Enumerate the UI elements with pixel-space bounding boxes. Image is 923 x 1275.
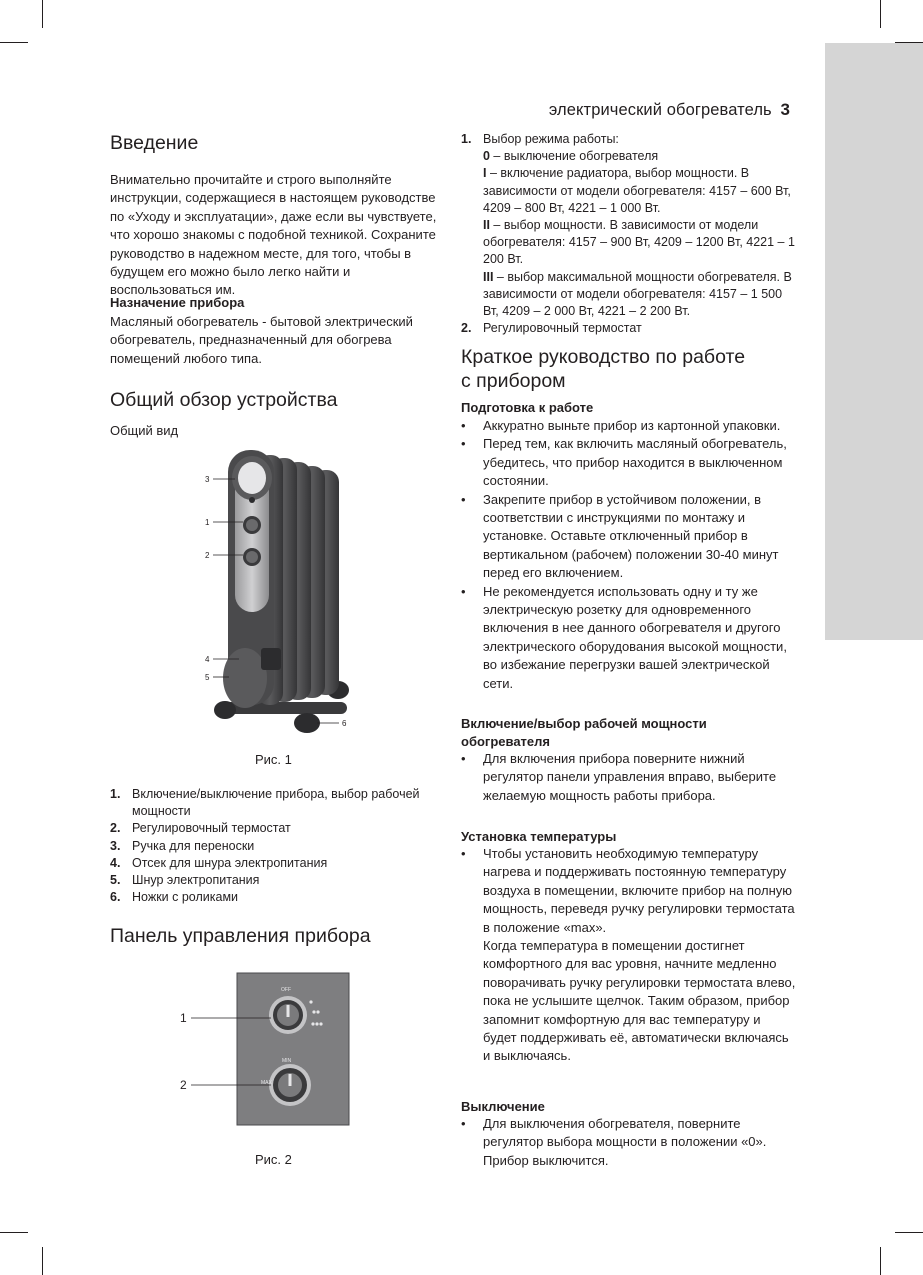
list-item: Когда температура в помещении достигнет комфортного для вас уровня, начните медленно поворачивать ручку регулировки термостата влево, пока не услышите щелчок. Таким образом, прибор запомнит комфортную для вас температуру и будет поддерживать её, автоматически включаясь и выключаясь. (483, 938, 796, 1064)
crop-mark (0, 42, 28, 43)
temp-bullets (461, 845, 796, 1066)
crop-mark (0, 1232, 28, 1233)
list-item: 1. Включение/выключение прибора, выбор рабочей мощности (110, 787, 420, 819)
fig2-label: 2 (180, 1078, 187, 1092)
max-marker: MAX (261, 1080, 272, 1086)
fig1-label: 2 (205, 551, 210, 560)
list-item: 4. Отсек для шнура электропитания (110, 855, 328, 870)
guide-heading-line1: Краткое руководство по работе (461, 346, 746, 368)
list-item: • Для выключения обогревателя, поверните регулятор выбора мощности в положении «0». Прибор выключится. (461, 1116, 767, 1168)
list-item: • Не рекомендуется использовать одну и ту же электрическую розетку для одновременного включения в нее данного обогревателя и другого электрического оборудования высокой мощности, во избежание перегрузки вашей электрической сети. (461, 583, 787, 691)
header-title: электрический обогреватель (548, 101, 772, 119)
list-item: • Чтобы установить необходимую температуру нагрева и поддерживать постоянную температуру воздуха в помещении, включите прибор на полную мощность, переведя ручку регулировки термостата в положение «max». (461, 846, 795, 935)
intro-heading: Введение (110, 132, 199, 154)
fig1-caption: Рис. 1 (255, 752, 292, 767)
list-item: 5. Шнур электропитания (110, 873, 260, 888)
running-header (549, 100, 790, 120)
list-item: 6. Ножки с роликами (110, 890, 239, 905)
mode-1: I – включение радиатора, выбор мощности. В зависимости от модели обогревателя: 4157 – 600 Вт, 4209 – 800 Вт, 4221 – 1 000 Вт. (483, 166, 791, 215)
guide-heading-line2: с прибором (461, 370, 566, 392)
power-heading: Включение/выбор рабочей мощности обогревателя (461, 716, 707, 749)
overview-sub: Общий вид (110, 423, 179, 438)
fig1-label: 5 (205, 673, 210, 682)
temp-heading: Установка температуры (461, 829, 617, 844)
crop-mark (42, 0, 43, 28)
crop-mark (895, 1232, 923, 1233)
off-heading: Выключение (461, 1099, 545, 1114)
off-bullets (461, 1115, 796, 1170)
overview-heading: Общий обзор устройства (110, 389, 338, 411)
fig2-label: 1 (180, 1011, 187, 1025)
fig1-label: 3 (205, 475, 210, 484)
power-bullets (461, 750, 796, 805)
side-tab (825, 43, 923, 640)
fig1-label: 4 (205, 655, 210, 664)
prep-bullets (461, 417, 796, 693)
modes-list (461, 131, 796, 337)
page-number: 3 (780, 100, 790, 119)
list-item: 1. Выбор режима работы: (461, 132, 619, 146)
list-item: • Закрепите прибор в устойчивом положении, в соответствии с инструкциями по монтажу и установке. Оставьте отключенный прибор в вертикальном (рабочем) положении 30-40 минут перед его включением. (461, 491, 779, 581)
list-item: • Для включения прибора поверните нижний регулятор панели управления вправо, выберите желаемую мощность работы прибора. (461, 751, 777, 803)
off-marker: OFF (281, 987, 291, 993)
list-item: • Перед тем, как включить масляный обогреватель, убедитесь, что прибор находится в выключенном состоянии. (461, 436, 787, 489)
panel-heading: Панель управления прибора (110, 925, 371, 947)
crop-mark (42, 1247, 43, 1275)
crop-mark (880, 0, 881, 28)
mode-2: II – выбор мощности. В зависимости от модели обогревателя: 4157 – 900 Вт, 4209 – 1200 Вт, 4221 – 1 200 Вт. (483, 218, 795, 267)
list-item: • Аккуратно выньте прибор из картонной упаковки. (461, 418, 781, 433)
purpose-text: Масляный обогреватель - бытовой электрический обогреватель, предназначенный для обогрева помещений любого типа. (110, 314, 413, 366)
purpose-heading: Назначение прибора (110, 295, 245, 310)
list-item: 2. Регулировочный термостат (461, 321, 642, 336)
fig2-caption: Рис. 2 (255, 1152, 292, 1167)
list-item: 2. Регулировочный термостат (110, 821, 291, 836)
fig1-label: 6 (342, 719, 347, 728)
control-panel-illustration (175, 968, 360, 1128)
fig1-label: 1 (205, 518, 210, 527)
heater-illustration (195, 440, 360, 740)
mode-0: 0 – выключение обогревателя (483, 149, 659, 164)
list-item: 3. Ручка для переноски (110, 838, 255, 853)
crop-mark (880, 1247, 881, 1275)
mode-3: III – выбор максимальной мощности обогревателя. В зависимости от модели обогревателя: 4157 – 1 500 Вт, 4209 – 2 000 Вт, 4221 – 2 200 Вт. (483, 269, 792, 319)
parts-list (110, 786, 440, 906)
min-marker: MIN (282, 1058, 292, 1064)
intro-text: Внимательно прочитайте и строго выполняйте инструкции, содержащиеся в настоящем руководстве по «Уходу и эксплуатации», даже если вы чувствуете, что хорошо знакомы с подобной техникой. Сохраните руководство в надежном месте, для того, чтобы в будущем его можно было легко найти и воспользоваться им. (110, 172, 437, 298)
prep-heading: Подготовка к работе (461, 400, 594, 415)
